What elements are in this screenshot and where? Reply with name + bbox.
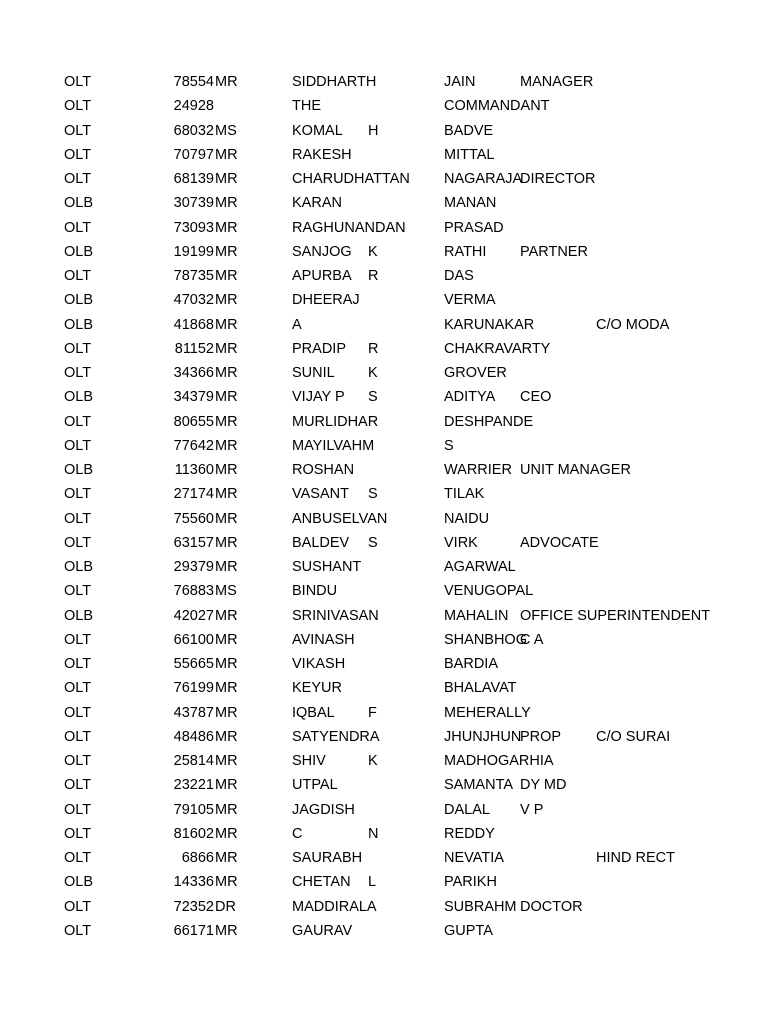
row-title-cell: MR — [215, 801, 238, 818]
row-last-name-cell: GROVER — [444, 365, 507, 381]
row-first-name-cell: KARAN — [292, 195, 342, 212]
row-type-cell: OLT — [64, 171, 92, 187]
row-title-cell: MR — [215, 728, 238, 745]
table-row — [0, 458, 768, 482]
row-type-cell: OLB — [64, 195, 94, 212]
row-title-cell: MR — [215, 559, 238, 575]
row-first-name-cell: CHETAN — [292, 874, 351, 891]
row-number-cell: 41868 — [173, 316, 214, 333]
row-last-name-cell: BARDIA — [444, 656, 498, 672]
row-number-cell: 24928 — [173, 98, 214, 115]
row-type-cell: OLT — [64, 534, 92, 551]
row-type-cell: OLT — [64, 437, 92, 454]
row-number-cell: 43787 — [173, 704, 214, 721]
row-last-name-cell: S — [444, 437, 454, 454]
row-title-cell: MR — [215, 171, 238, 187]
row-designation-cell: V P — [520, 801, 544, 818]
row-designation-cell: ADVOCATE — [520, 534, 599, 551]
row-viewport — [0, 482, 672, 506]
row-last-name-cell: DESHPANDE — [444, 413, 534, 430]
row-first-name-cell: SANJOG — [292, 243, 352, 260]
table-row — [0, 70, 768, 94]
row-last-name-cell: BADVE — [444, 122, 494, 139]
row-last-name-cell: MITTAL — [444, 146, 495, 163]
row-viewport — [0, 870, 672, 894]
row-first-name-cell: AVINASH — [292, 631, 355, 648]
row-first-name-cell: KEYUR — [292, 680, 342, 697]
row-last-name-cell: JHUNJHUN — [444, 728, 522, 745]
row-number-cell: 76883 — [173, 583, 214, 600]
row-viewport — [0, 919, 672, 943]
row-last-name-cell: TILAK — [444, 486, 485, 503]
row-last-name-cell: MEHERALLY — [444, 704, 531, 721]
table-row — [0, 798, 768, 822]
row-type-cell: OLT — [64, 413, 92, 430]
row-number-cell: 48486 — [173, 728, 214, 745]
row-last-name-cell: KARUNAKAR — [444, 316, 535, 333]
row-viewport — [0, 701, 672, 725]
row-designation-cell: CEO — [520, 389, 552, 406]
row-last-name-cell: WARRIER — [444, 462, 512, 478]
row-last-name-cell: ADITYA — [444, 389, 496, 406]
row-title-cell: MR — [215, 631, 238, 648]
row-number-cell: 78735 — [173, 268, 214, 284]
row-first-name-cell: DHEERAJ — [292, 292, 360, 309]
row-title-cell: MR — [215, 874, 238, 891]
row-title-cell: MR — [215, 922, 238, 939]
row-number-cell: 6866 — [181, 850, 214, 866]
row-title-cell: MR — [215, 389, 238, 406]
row-last-name-cell: DALAL — [444, 801, 490, 818]
row-first-name-cell: RAKESH — [292, 146, 352, 163]
row-type-cell: OLB — [64, 874, 94, 891]
row-first-name-cell: JAGDISH — [292, 801, 355, 818]
table-row — [0, 725, 768, 749]
row-title-cell: MR — [215, 510, 238, 527]
row-viewport — [0, 434, 672, 458]
row-type-cell: OLT — [64, 825, 92, 842]
row-number-cell: 76199 — [173, 680, 214, 697]
row-number-cell: 77642 — [173, 437, 214, 454]
row-title-cell: MR — [215, 680, 238, 697]
row-middle-initial-cell: S — [368, 534, 378, 551]
row-type-cell: OLB — [64, 316, 94, 333]
row-last-name-cell: DAS — [444, 268, 474, 284]
row-first-name-cell: ROSHAN — [292, 462, 355, 478]
row-first-name-cell: ANBUSELVAN — [292, 510, 388, 527]
row-first-name-cell: CHARUDHATTAN — [292, 171, 410, 187]
row-type-cell: OLT — [64, 753, 92, 769]
row-last-name-cell: COMMANDANT — [444, 98, 550, 115]
row-type-cell: OLT — [64, 898, 92, 915]
row-title-cell: MR — [215, 413, 238, 430]
row-extra-cell: HIND RECT — [596, 850, 675, 866]
table-row — [0, 119, 768, 143]
row-last-name-cell: SAMANTA — [444, 777, 514, 794]
row-extra-cell: C/O SURAI — [596, 728, 671, 745]
row-viewport — [0, 119, 672, 143]
row-type-cell: OLT — [64, 583, 92, 600]
row-type-cell: OLT — [64, 801, 92, 818]
row-designation-cell: UNIT MANAGER — [520, 462, 631, 478]
row-designation-cell: OFFICE SUPERINTENDENT — [520, 607, 711, 624]
row-type-cell: OLT — [64, 365, 92, 381]
row-first-name-cell: C — [292, 825, 303, 842]
row-middle-initial-cell: N — [368, 825, 379, 842]
row-viewport — [0, 604, 711, 628]
row-type-cell: OLT — [64, 728, 92, 745]
table-row — [0, 676, 768, 700]
row-title-cell: MR — [215, 219, 238, 236]
row-middle-initial-cell: R — [368, 340, 379, 357]
row-extra-cell: C/O MODA — [596, 316, 670, 333]
table-row — [0, 264, 768, 288]
row-middle-initial-cell: S — [368, 389, 378, 406]
row-title-cell: MS — [215, 583, 237, 600]
row-last-name-cell: NAIDU — [444, 510, 490, 527]
table-row — [0, 216, 768, 240]
row-number-cell: 70797 — [173, 146, 214, 163]
row-number-cell: 78554 — [173, 74, 214, 90]
row-type-cell: OLT — [64, 680, 92, 697]
row-type-cell: OLT — [64, 922, 92, 939]
row-first-name-cell: MAYILVAHM — [292, 437, 375, 454]
row-number-cell: 29379 — [173, 559, 214, 575]
table-row — [0, 240, 768, 264]
row-number-cell: 68032 — [173, 122, 214, 139]
row-type-cell: OLB — [64, 462, 94, 478]
row-last-name-cell: PARIKH — [444, 874, 497, 891]
row-middle-initial-cell: K — [368, 753, 378, 769]
row-number-cell: 81602 — [173, 825, 214, 842]
row-type-cell: OLT — [64, 122, 92, 139]
table-row — [0, 361, 768, 385]
table-row — [0, 701, 768, 725]
row-viewport — [0, 773, 672, 797]
row-number-cell: 11360 — [174, 462, 214, 478]
table-row — [0, 385, 768, 409]
row-designation-cell: DY MD — [520, 777, 567, 794]
row-number-cell: 23221 — [173, 777, 214, 794]
row-first-name-cell: BINDU — [292, 583, 338, 600]
row-first-name-cell: SIDDHARTH — [292, 74, 377, 90]
row-number-cell: 47032 — [173, 292, 214, 309]
row-viewport — [0, 725, 672, 749]
row-number-cell: 55665 — [173, 656, 214, 672]
row-number-cell: 34379 — [173, 389, 214, 406]
row-first-name-cell: VASANT — [292, 486, 349, 503]
row-designation-cell: DIRECTOR — [520, 171, 596, 187]
row-number-cell: 72352 — [173, 898, 214, 915]
row-last-name-cell: MANAN — [444, 195, 497, 212]
row-viewport — [0, 288, 672, 312]
row-designation-cell: C A — [520, 631, 544, 648]
row-number-cell: 79105 — [173, 801, 214, 818]
row-type-cell: OLB — [64, 389, 94, 406]
row-number-cell: 34366 — [173, 365, 214, 381]
row-type-cell: OLT — [64, 656, 92, 672]
row-type-cell: OLT — [64, 777, 92, 794]
row-viewport — [0, 240, 672, 264]
row-title-cell: MR — [215, 146, 238, 163]
row-number-cell: 63157 — [173, 534, 214, 551]
row-viewport — [0, 94, 672, 118]
row-last-name-cell: JAIN — [444, 74, 476, 90]
row-title-cell: MR — [215, 704, 238, 721]
row-title-cell: MR — [215, 753, 238, 769]
row-last-name-cell: AGARWAL — [444, 559, 516, 575]
row-first-name-cell: SAURABH — [292, 850, 363, 866]
row-viewport — [0, 895, 672, 919]
row-first-name-cell: MADDIRALA — [292, 898, 377, 915]
row-number-cell: 66171 — [173, 922, 214, 939]
row-title-cell: MR — [215, 656, 238, 672]
table-row — [0, 652, 768, 676]
row-number-cell: 30739 — [173, 195, 214, 212]
row-number-cell: 25814 — [173, 753, 214, 769]
row-title-cell: MR — [215, 340, 238, 357]
row-type-cell: OLT — [64, 340, 92, 357]
row-viewport — [0, 822, 672, 846]
row-viewport — [0, 191, 672, 215]
row-first-name-cell: SUSHANT — [292, 559, 362, 575]
row-title-cell: DR — [215, 898, 236, 915]
row-first-name-cell: SRINIVASAN — [292, 607, 379, 624]
row-first-name-cell: A — [292, 316, 302, 333]
row-middle-initial-cell: S — [368, 486, 378, 503]
row-viewport — [0, 531, 672, 555]
table-row — [0, 143, 768, 167]
row-viewport — [0, 652, 672, 676]
row-title-cell: MR — [215, 777, 238, 794]
row-type-cell: OLT — [64, 74, 92, 90]
row-last-name-cell: PRASAD — [444, 219, 504, 236]
row-title-cell: MR — [215, 365, 238, 381]
table-row — [0, 773, 768, 797]
table-row — [0, 167, 768, 191]
row-first-name-cell: RAGHUNANDAN — [292, 219, 406, 236]
row-title-cell: MR — [215, 462, 238, 478]
row-first-name-cell: BALDEV — [292, 534, 350, 551]
row-number-cell: 75560 — [173, 510, 214, 527]
row-number-cell: 14336 — [173, 874, 214, 891]
row-number-cell: 81152 — [174, 340, 214, 357]
row-middle-initial-cell: L — [368, 874, 377, 891]
row-type-cell: OLB — [64, 559, 94, 575]
table-row — [0, 507, 768, 531]
row-last-name-cell: REDDY — [444, 825, 495, 842]
row-number-cell: 73093 — [173, 219, 214, 236]
table-row — [0, 94, 768, 118]
table-row — [0, 337, 768, 361]
row-middle-initial-cell: R — [368, 268, 379, 284]
row-last-name-cell: VIRK — [444, 534, 478, 551]
row-type-cell: OLB — [64, 243, 94, 260]
row-viewport — [0, 385, 672, 409]
row-middle-initial-cell: K — [368, 365, 378, 381]
row-first-name-cell: SUNIL — [292, 365, 335, 381]
row-viewport — [0, 798, 672, 822]
row-type-cell: OLT — [64, 98, 92, 115]
row-viewport — [0, 846, 675, 870]
table-row — [0, 919, 768, 943]
row-viewport — [0, 337, 672, 361]
row-type-cell: OLT — [64, 510, 92, 527]
row-title-cell: MR — [215, 268, 238, 284]
row-first-name-cell: MURLIDHAR — [292, 413, 379, 430]
row-viewport — [0, 410, 672, 434]
row-title-cell: MR — [215, 74, 238, 90]
row-viewport — [0, 216, 672, 240]
row-viewport — [0, 458, 672, 482]
row-viewport — [0, 676, 672, 700]
row-viewport — [0, 507, 672, 531]
row-middle-initial-cell: H — [368, 122, 379, 139]
row-type-cell: OLT — [64, 268, 92, 284]
row-first-name-cell: UTPAL — [292, 777, 338, 794]
row-last-name-cell: VERMA — [444, 292, 496, 309]
row-last-name-cell: GUPTA — [444, 922, 493, 939]
row-viewport — [0, 313, 672, 337]
row-title-cell: MR — [215, 437, 238, 454]
row-number-cell: 42027 — [173, 607, 214, 624]
row-first-name-cell: PRADIP — [292, 340, 346, 357]
row-viewport — [0, 749, 672, 773]
row-first-name-cell: VIKASH — [292, 656, 346, 672]
table-row — [0, 822, 768, 846]
table-row — [0, 846, 768, 870]
table-row — [0, 749, 768, 773]
row-number-cell: 19199 — [173, 243, 214, 260]
row-title-cell: MR — [215, 243, 238, 260]
row-type-cell: OLT — [64, 486, 92, 503]
row-viewport — [0, 143, 672, 167]
row-viewport — [0, 361, 672, 385]
row-viewport — [0, 579, 672, 603]
row-first-name-cell: IQBAL — [292, 704, 335, 721]
row-designation-cell: MANAGER — [520, 74, 594, 90]
table-row — [0, 604, 768, 628]
row-title-cell: MR — [215, 292, 238, 309]
row-first-name-cell: GAURAV — [292, 922, 353, 939]
row-viewport — [0, 167, 672, 191]
table-row — [0, 191, 768, 215]
table-row — [0, 288, 768, 312]
table-row — [0, 434, 768, 458]
row-last-name-cell: SUBRAHM — [444, 898, 517, 915]
table-row — [0, 531, 768, 555]
row-type-cell: OLT — [64, 704, 92, 721]
row-viewport — [0, 555, 672, 579]
row-viewport — [0, 628, 672, 652]
table-row — [0, 482, 768, 506]
row-number-cell: 27174 — [173, 486, 214, 503]
row-middle-initial-cell: F — [368, 704, 377, 721]
row-title-cell: MR — [215, 316, 238, 333]
row-designation-cell: PROP — [520, 728, 562, 745]
row-first-name-cell: APURBA — [292, 268, 352, 284]
row-last-name-cell: MAHALIN — [444, 607, 509, 624]
row-last-name-cell: SHANBHOG — [444, 631, 527, 648]
table-row — [0, 410, 768, 434]
row-last-name-cell: CHAKRAVARTY — [444, 340, 551, 357]
table-row — [0, 555, 768, 579]
row-first-name-cell: SHIV — [292, 753, 326, 769]
row-title-cell: MR — [215, 850, 238, 866]
table-row — [0, 628, 768, 652]
row-number-cell: 80655 — [173, 413, 214, 430]
row-first-name-cell: VIJAY P — [292, 389, 345, 406]
row-designation-cell: PARTNER — [520, 243, 588, 260]
row-last-name-cell: RATHI — [444, 243, 487, 260]
row-middle-initial-cell: K — [368, 243, 378, 260]
row-viewport — [0, 264, 672, 288]
row-last-name-cell: MADHOGARHIA — [444, 753, 554, 769]
row-type-cell: OLT — [64, 631, 92, 648]
row-type-cell: OLB — [64, 607, 94, 624]
row-type-cell: OLT — [64, 146, 92, 163]
row-title-cell: MR — [215, 607, 238, 624]
row-last-name-cell: VENUGOPAL — [444, 583, 534, 600]
row-first-name-cell: SATYENDRA — [292, 728, 380, 745]
row-title-cell: MR — [215, 825, 238, 842]
row-viewport — [0, 70, 672, 94]
row-last-name-cell: BHALAVAT — [444, 680, 517, 697]
table-row — [0, 579, 768, 603]
row-last-name-cell: NAGARAJA — [444, 171, 523, 187]
row-number-cell: 66100 — [173, 631, 214, 648]
row-type-cell: OLB — [64, 292, 94, 309]
table-row — [0, 313, 768, 337]
row-type-cell: OLT — [64, 850, 92, 866]
spreadsheet-table — [0, 70, 768, 943]
row-title-cell: MR — [215, 195, 238, 212]
row-last-name-cell: NEVATIA — [444, 850, 504, 866]
table-row — [0, 895, 768, 919]
row-title-cell: MR — [215, 534, 238, 551]
row-designation-cell: DOCTOR — [520, 898, 583, 915]
row-first-name-cell: KOMAL — [292, 122, 343, 139]
table-row — [0, 870, 768, 894]
row-title-cell: MR — [215, 486, 238, 503]
row-title-cell: MS — [215, 122, 237, 139]
row-type-cell: OLT — [64, 219, 92, 236]
row-number-cell: 68139 — [173, 171, 214, 187]
row-first-name-cell: THE — [292, 98, 321, 115]
